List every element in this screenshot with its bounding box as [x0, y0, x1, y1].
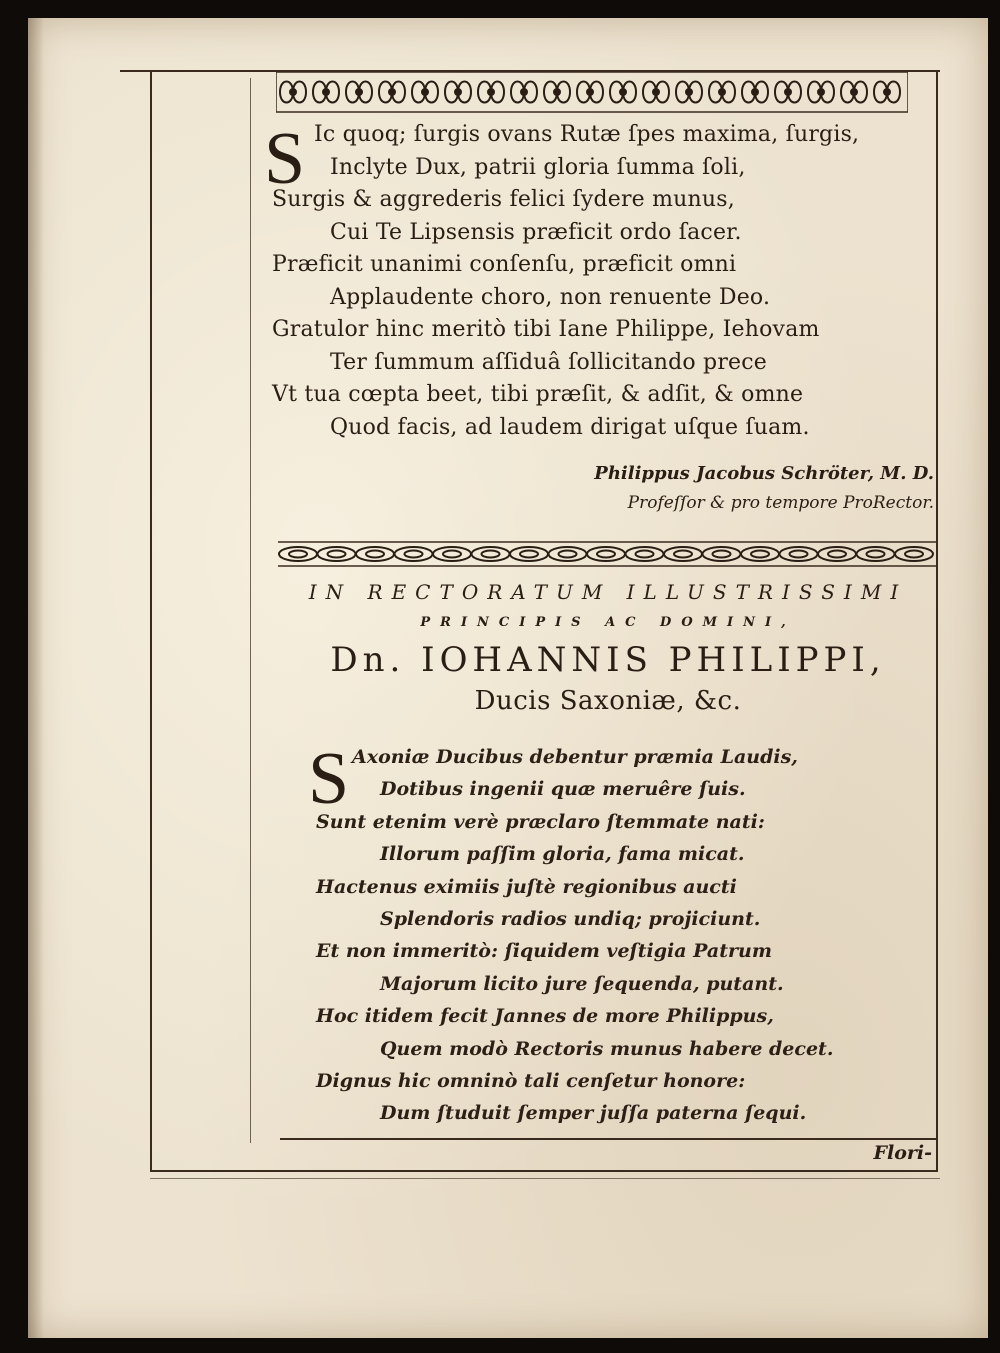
poem1-signature-title: Profeſſor & pro tempore ProRector.: [627, 493, 934, 513]
poem1-line: Vt tua cœpta beet, tibi præſit, & adſit, & omne: [272, 382, 804, 407]
poem1-signature-name: Philippus Jacobus Schröter, M. D.: [594, 463, 934, 484]
poem2-line: Illorum paſſim gloria, fama micat.: [380, 843, 745, 866]
page-bottom-rule: [150, 1178, 940, 1179]
poem2-line: Dotibus ingenii quæ meruêre ſuis.: [380, 778, 746, 801]
poem1-drop-initial: S: [264, 118, 306, 200]
poem1-line: Ic quoq; ſurgis ovans Rutæ ſpes maxima, ſurgis,: [314, 122, 860, 147]
poem2-line: Majorum licito jure ſequenda, putant.: [380, 972, 784, 995]
poem2-line: Et non immeritò: ſiquidem veſtigia Patrum: [316, 940, 772, 963]
book-page: [28, 18, 988, 1338]
poem2-line: Dignus hic omninò tali cenſetur honore:: [316, 1070, 746, 1092]
frame-left-rule: [150, 70, 152, 1170]
poem1-line: Præficit unanimi conſenſu, præficit omni: [272, 252, 737, 277]
poem2-bottom-rule: [280, 1138, 936, 1140]
catchword: Flori-: [873, 1142, 932, 1164]
poem1-line: Applaudente choro, non renuente Deo.: [330, 284, 771, 310]
poem2-drop-initial: S: [308, 738, 350, 820]
middle-ornament-chain: [278, 540, 938, 568]
poem2-line: Axoniæ Ducibus debentur præmia Laudis,: [352, 746, 798, 768]
poem1-line: Ter ſummum aſſiduâ ſollicitando prece: [330, 349, 768, 375]
frame-right-rule: [936, 70, 938, 1170]
heading-line-2: PRINCIPIS AC DOMINI,: [420, 615, 796, 630]
page-spine-shadow: [28, 18, 44, 1338]
poem1-line: Quod facis, ad laudem dirigat uſque ſuam.: [330, 414, 810, 440]
heading-line-3: Dn. IOHANNIS PHILIPPI,: [330, 640, 886, 680]
frame-inner-left-rule: [250, 78, 251, 1143]
heading-line-1: IN RECTORATUM ILLUSTRISSIMI: [308, 580, 908, 604]
top-ornament-band: [276, 68, 908, 116]
poem2-line: Dum ſtuduit ſemper juſſa paterna ſequi.: [380, 1102, 807, 1125]
poem2-line: Quem modò Rectoris munus habere decet.: [380, 1037, 834, 1060]
poem1-line: Gratulor hinc meritò tibi Iane Philippe, Iehovam: [272, 317, 820, 342]
poem2-line: Hactenus eximiis juſtè regionibus aucti: [316, 875, 737, 898]
poem1-line: Inclyte Dux, patrii gloria ſumma ſoli,: [330, 154, 746, 180]
poem1-line: Surgis & aggrederis felici ſydere munus,: [272, 187, 735, 212]
poem2-line: Hoc itidem fecit Jannes de more Philippus,: [316, 1005, 774, 1028]
heading-line-4: Ducis Saxoniæ, &c.: [474, 686, 742, 716]
frame-bottom-rule: [150, 1170, 938, 1172]
poem1-line: Cui Te Lipsensis præficit ordo ſacer.: [330, 219, 742, 245]
poem2-line: Splendoris radios undiq; projiciunt.: [380, 908, 761, 930]
poem2-line: Sunt etenim verè præclaro ſtemmate nati:: [316, 810, 765, 833]
